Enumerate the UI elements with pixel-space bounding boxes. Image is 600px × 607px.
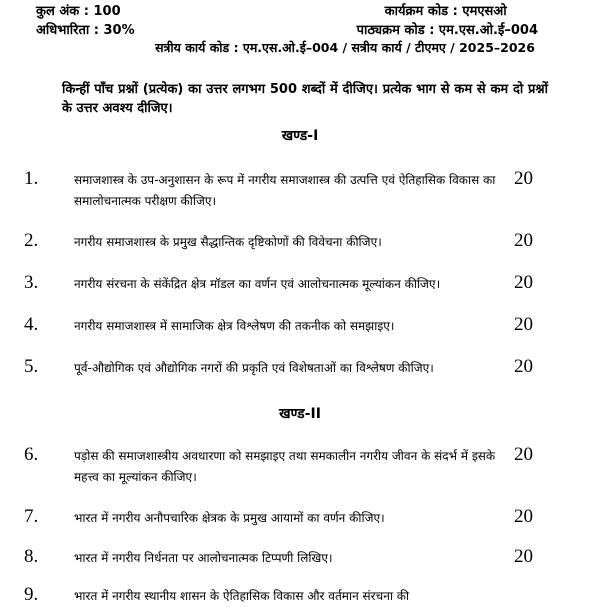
question-number: 8. bbox=[24, 546, 39, 567]
question-marks: 20 bbox=[514, 444, 533, 465]
question-text: भारत में नगरीय अनौपचारिक क्षेत्रक के प्रमुख आयामों का वर्णन कीजिए। bbox=[74, 511, 385, 525]
question-number: 5. bbox=[24, 356, 39, 377]
question-text: नगरीय समाजशास्त्र के प्रमुख सैद्धान्तिक दृष्टिकोणों की विवेचना कीजिए। bbox=[74, 235, 382, 249]
course-code: पाठ्यक्रम कोड : एम.एस.ओ.ई–004 bbox=[356, 23, 538, 38]
question-marks: 20 bbox=[514, 356, 533, 377]
question-marks: 20 bbox=[514, 506, 533, 527]
question-text: भारत में नगरीय निर्धनता पर आलोचनात्मक टिप्पणी लिखिए। bbox=[74, 551, 333, 565]
question-number: 7. bbox=[24, 506, 39, 527]
question-text: नगरीय समाजशास्त्र में सामाजिक क्षेत्र विश्लेषण की तकनीक को समझाइए। bbox=[74, 319, 395, 333]
question-text: पड़ोस की समाजशास्त्रीय अवधारणा को समझाइए तथा समकालीन नगरीय जीवन के संदर्भ में इसके महत्त्व का मूल्यांकन कीजिए। bbox=[74, 449, 496, 484]
question-marks: 20 bbox=[514, 546, 533, 567]
question-text: पूर्व-औद्योगिक एवं औद्योगिक नगरों की प्रकृति एवं विशेषताओं का विश्लेषण कीजिए। bbox=[74, 361, 434, 375]
weightage: अधिभारिता : 30% bbox=[36, 23, 135, 38]
question-marks: 20 bbox=[514, 168, 533, 189]
instructions: किन्हीं पाँच प्रश्नों (प्रत्येक) का उत्तर लगभग 500 शब्दों में दीजिए। प्रत्येक भाग से कम से कम दो प्रश्नों के उत्तर अवश्य दीजिए। bbox=[62, 82, 548, 116]
assignment-code: सत्रीय कार्य कोड : एम.एस.ओ.ई–004 / सत्रीय कार्य / टीएमए / 2025–2026 bbox=[155, 40, 535, 55]
question-text: भारत में नगरीय स्थानीय शासन के ऐतिहासिक विकास और वर्तमान संरचना की bbox=[74, 589, 410, 603]
question-number: 3. bbox=[24, 272, 39, 293]
section-title-1: खण्ड-I bbox=[281, 128, 319, 144]
question-number: 9. bbox=[24, 584, 39, 605]
section-title-2: खण्ड-II bbox=[279, 406, 321, 422]
question-number: 1. bbox=[24, 168, 39, 189]
question-number: 4. bbox=[24, 314, 39, 335]
programme-code: कार्यक्रम कोड : एमएसओ bbox=[384, 4, 507, 19]
question-text: समाजशास्त्र के उप-अनुशासन के रूप में नगरीय समाजशास्त्र की उत्पत्ति एवं ऐतिहासिक विकास का समालोचनात्मक परीक्षण कीजिए। bbox=[74, 173, 496, 208]
question-text: नगरीय संरचना के संकेंद्रित क्षेत्र मॉडल का वर्णन एवं आलोचनात्मक मूल्यांकन कीजिए। bbox=[74, 277, 441, 291]
question-number: 2. bbox=[24, 230, 39, 251]
question-marks: 20 bbox=[514, 314, 533, 335]
question-number: 6. bbox=[24, 444, 39, 465]
question-marks: 20 bbox=[514, 272, 533, 293]
total-marks: कुल अंक : 100 bbox=[36, 4, 121, 19]
header-right bbox=[356, 2, 538, 40]
question-marks: 20 bbox=[514, 230, 533, 251]
header-left bbox=[36, 2, 135, 40]
